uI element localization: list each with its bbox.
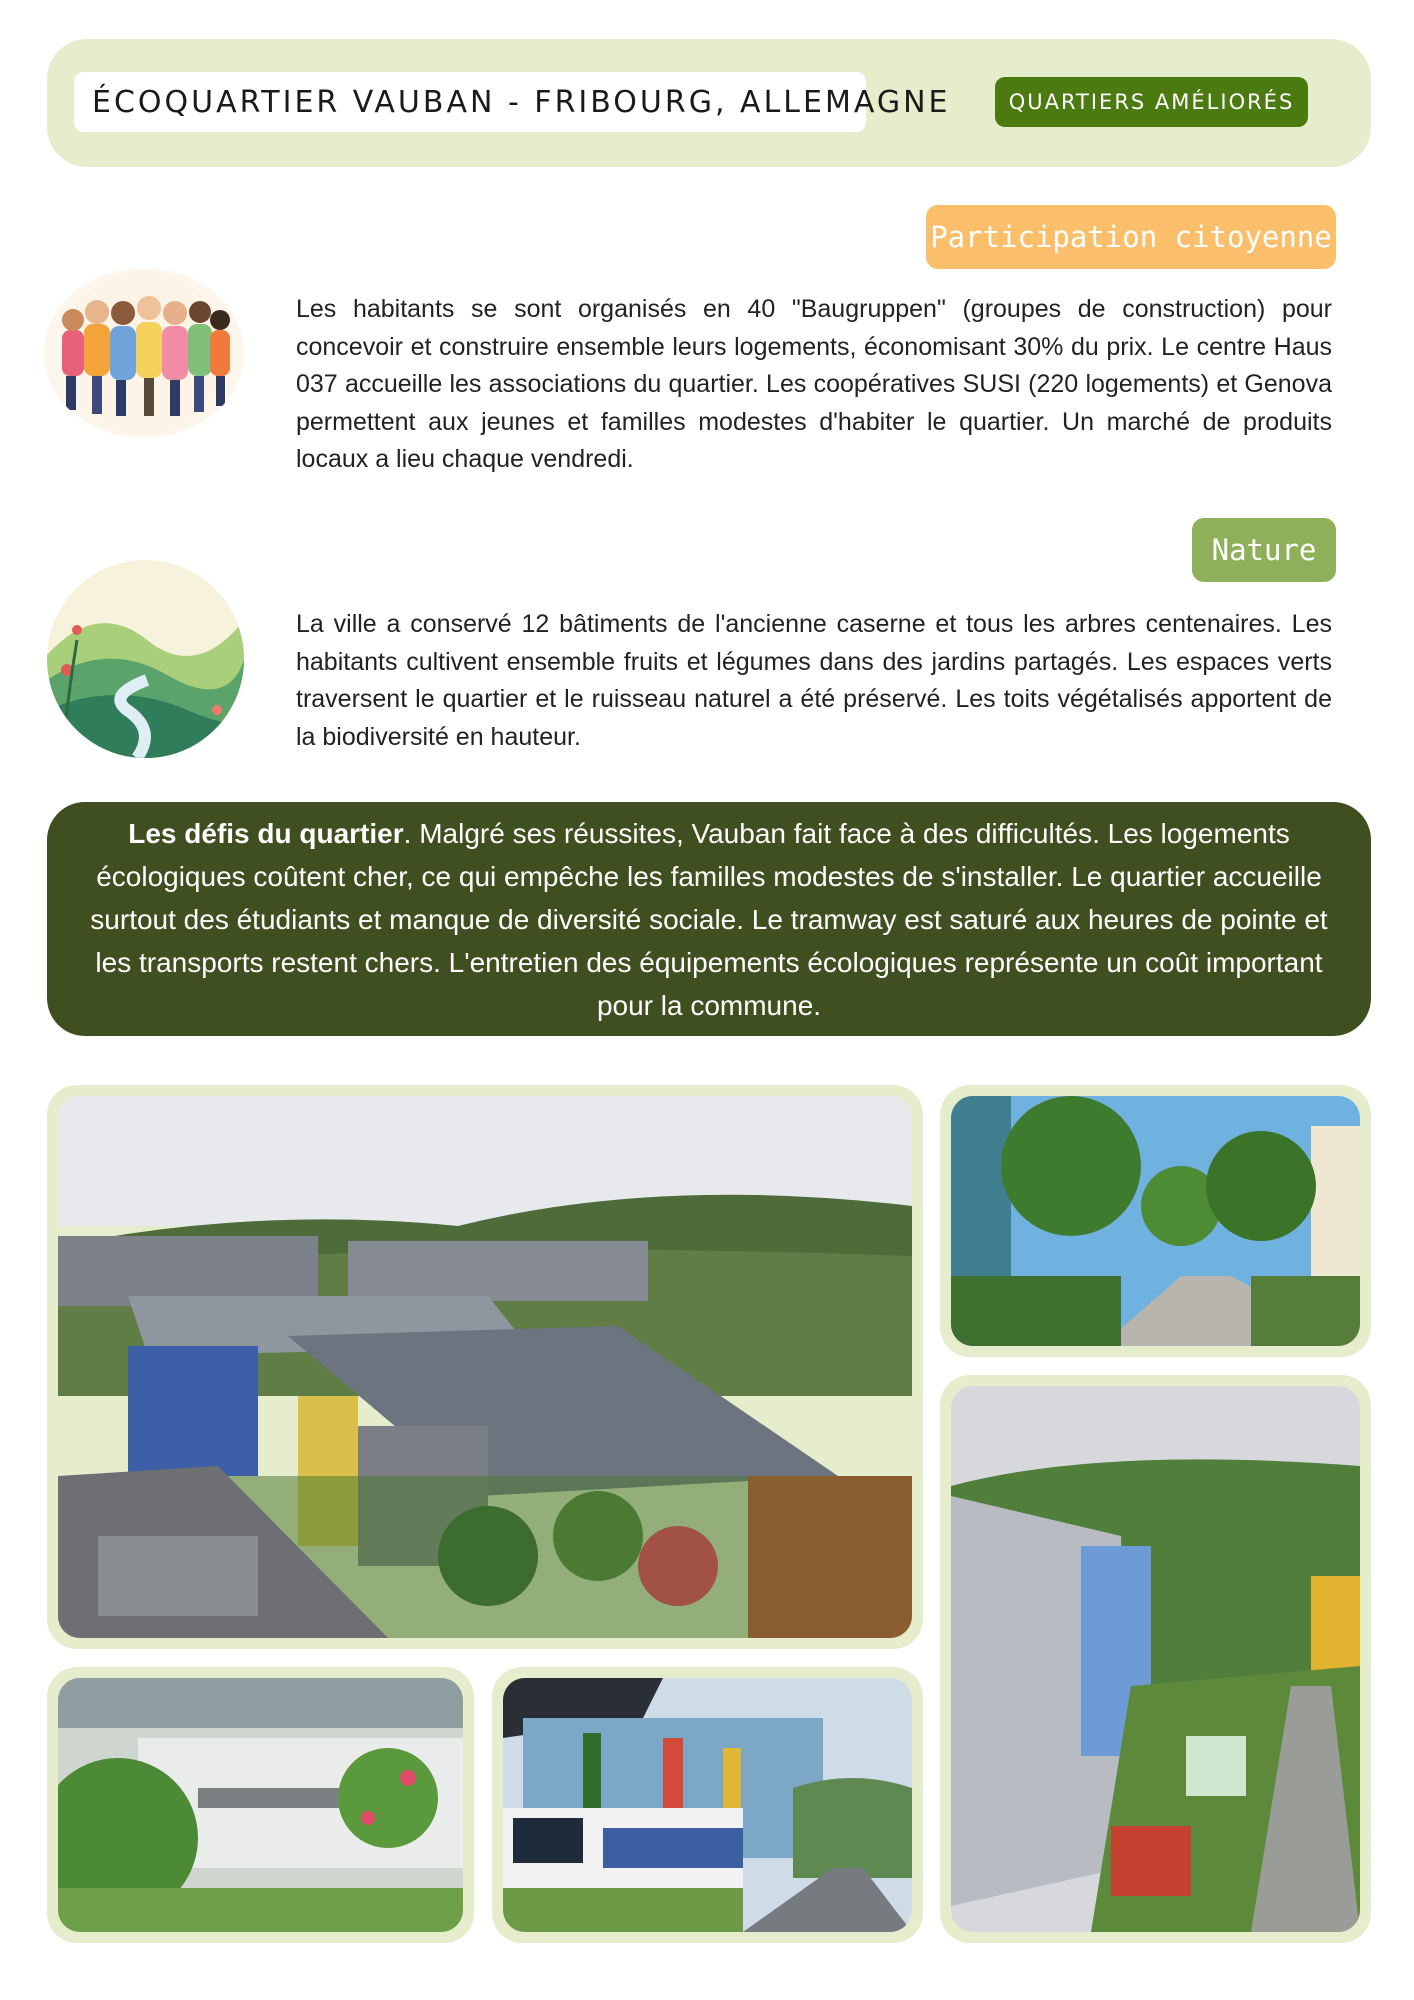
category-tag-label: QUARTIERS AMÉLIORÉS xyxy=(1008,90,1295,114)
row-houses-photo xyxy=(951,1386,1360,1932)
tram-photo xyxy=(503,1678,912,1932)
challenges-box xyxy=(47,802,1371,1036)
section-label-participation: Participation citoyenne xyxy=(926,205,1336,269)
section-label-nature: Nature xyxy=(1192,518,1336,582)
category-tag xyxy=(995,77,1308,127)
community-people-icon xyxy=(44,268,244,438)
challenges-body: . Malgré ses réussites, Vauban fait face à des difficultés. Les logements écologiques coûtent cher, ce qui empêche les familles modestes de s'installer. Le quartier accueille surtout des étudiants et manque de diversité sociale. Le tramway est saturé aux heures de pointe et les transports restent chers. L'entretien des équipements écologiques représente un coût important pour la commune. xyxy=(90,817,1328,1021)
nature-paragraph: La ville a conservé 12 bâtiments de l'ancienne caserne et tous les arbres centenaires. Les habitants cultivent ensemble fruits et légumes dans des jardins partagés. Les espaces verts traversent le quartier et le ruisseau naturel a été préservé. Les toits végétalisés apportent de la biodiversité en hauteur. xyxy=(296,610,1332,751)
garden-building-photo xyxy=(58,1678,463,1932)
title-box xyxy=(74,72,951,132)
page-title: ÉCOQUARTIER VAUBAN - FRIBOURG, ALLEMAGNE xyxy=(92,84,951,120)
challenges-title: Les défis du quartier xyxy=(128,817,404,849)
participation-paragraph: Les habitants se sont organisés en 40 "Baugruppen" (groupes de construction) pour concevoir et construire ensemble leurs logements, économisant 30% du prix. Le centre Haus 037 accueille les associations du quartier. Les coopératives SUSI (220 logements) et Genova permettent aux jeunes et familles modestes d'habiter le quartier. Un marché de produits locaux a lieu chaque vendredi. xyxy=(296,295,1332,473)
tree-lined-street-photo xyxy=(951,1096,1360,1346)
nature-landscape-icon xyxy=(47,560,244,758)
challenges-text xyxy=(75,812,1343,1027)
solar-roofs-photo xyxy=(58,1096,912,1638)
